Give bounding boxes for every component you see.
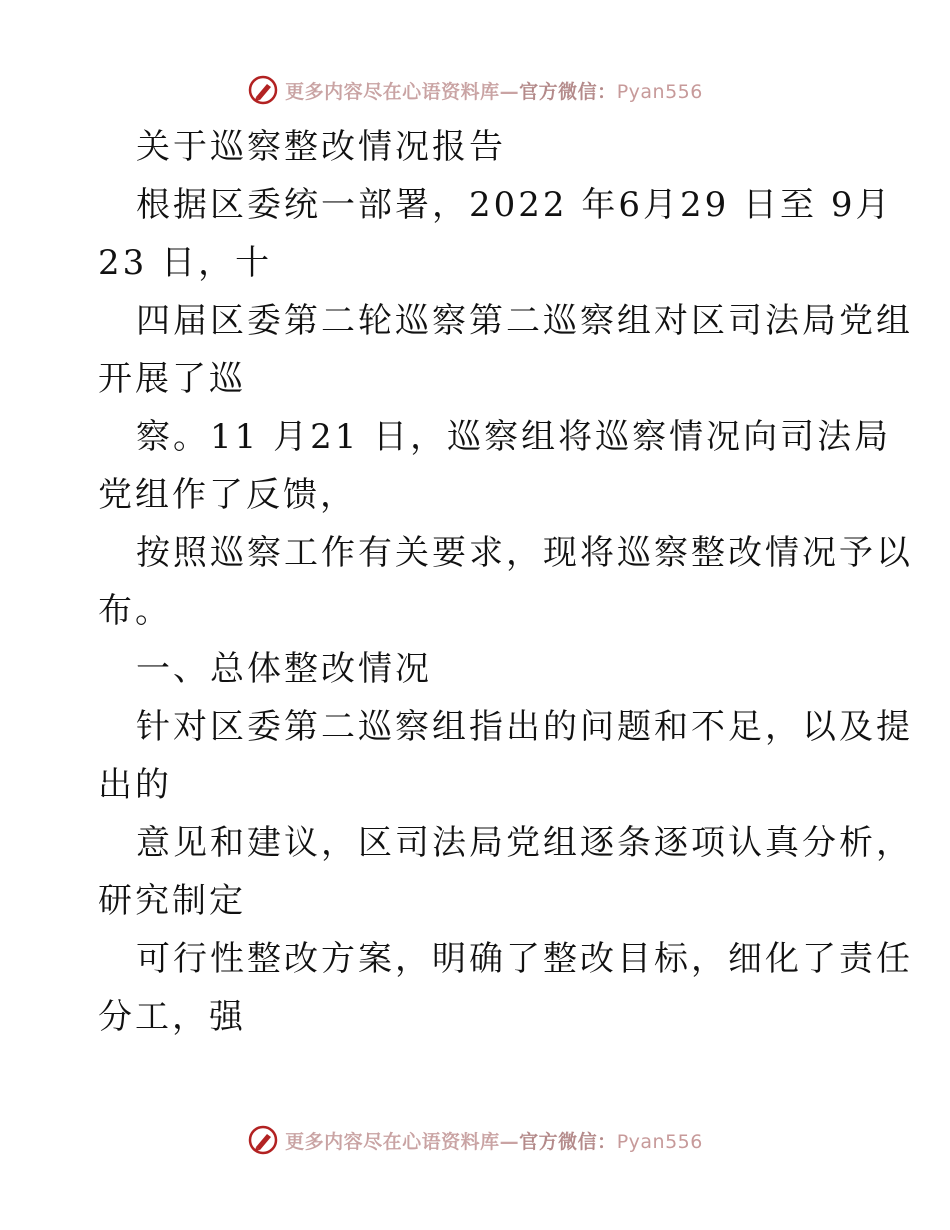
pen-logo-icon <box>247 74 279 106</box>
paragraph-line: 开展了巡 <box>98 359 246 399</box>
watermark-header <box>0 70 950 110</box>
paragraph-line: 按照巡察工作有关要求，现将巡察整改情况予以 <box>136 533 913 573</box>
paragraph-line: 出的 <box>98 765 172 805</box>
paragraph-line: 意见和建议，区司法局党组逐条逐项认真分析， <box>136 823 913 863</box>
paragraph-line: 根据区委统一部署，2022 年6月29 日至 9月 <box>136 185 893 225</box>
paragraph-line: 研究制定 <box>98 881 246 921</box>
paragraph-line: 察。11 月21 日，巡察组将巡察情况向司法局 <box>136 417 892 457</box>
watermark-text: 更多内容尽在心语资料库—官方微信：Pyan556 <box>285 1130 703 1153</box>
paragraph-line: 分工，强 <box>98 997 246 1037</box>
paragraph-line: 布。 <box>98 591 172 631</box>
document-title: 关于巡察整改情况报告 <box>136 127 506 167</box>
paragraph-line: 党组作了反馈， <box>98 475 357 515</box>
paragraph-line: 针对区委第二巡察组指出的问题和不足，以及提 <box>136 707 913 747</box>
pen-logo-icon <box>247 1124 279 1156</box>
section-heading: 一、总体整改情况 <box>136 649 432 689</box>
watermark-footer <box>0 1120 950 1160</box>
paragraph-line: 可行性整改方案，明确了整改目标，细化了责任 <box>136 939 913 979</box>
watermark-text: 更多内容尽在心语资料库—官方微信：Pyan556 <box>285 80 703 103</box>
document-body <box>98 118 913 1046</box>
paragraph-line: 23 日，十 <box>98 243 273 283</box>
paragraph-line: 四届区委第二轮巡察第二巡察组对区司法局党组 <box>136 301 913 341</box>
